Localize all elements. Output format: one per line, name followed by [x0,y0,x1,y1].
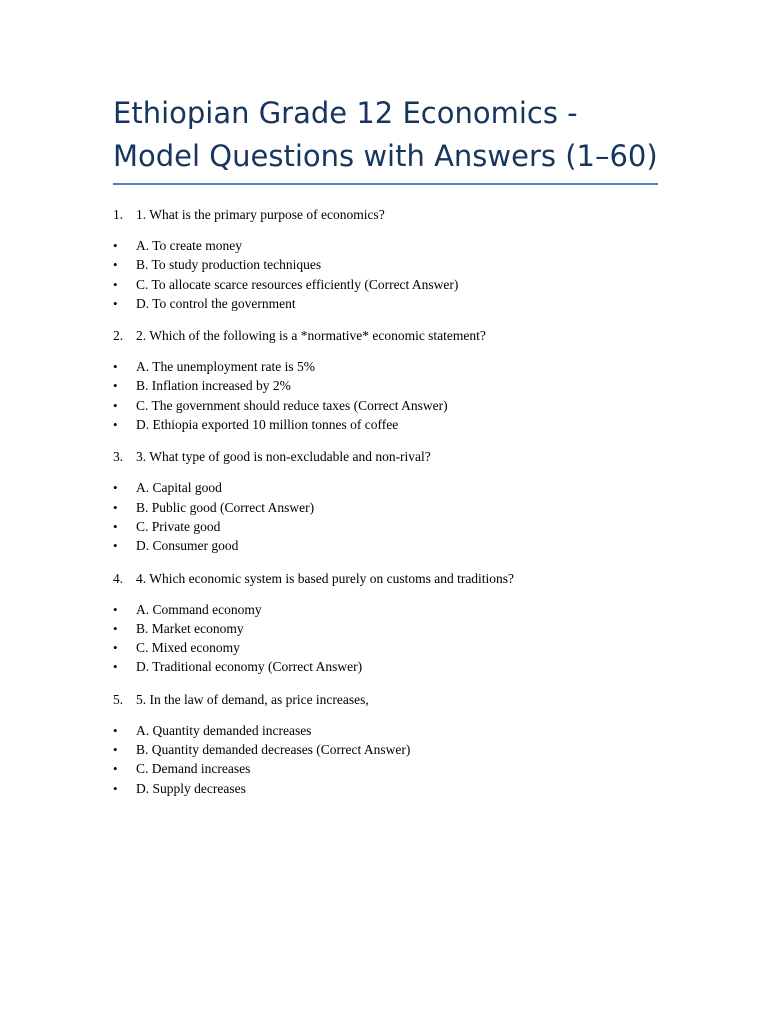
option-text: A. Quantity demanded increases [136,722,312,738]
question-text: 3. What type of good is non-excludable and non-rival? [136,449,431,465]
question-text-line [113,326,658,345]
option-text: C. Mixed economy [136,640,240,656]
option-item [113,376,658,395]
document-page [113,92,658,811]
bullet-icon: • [113,620,118,636]
question-block [113,569,658,677]
option-text: D. Ethiopia exported 10 million tonnes of coffee [136,417,399,433]
option-item [113,255,658,274]
option-item [113,600,658,619]
option-text: A. To create money [136,238,243,253]
bullet-icon: • [113,640,118,656]
option-list [113,721,658,798]
bullet-icon: • [113,601,118,617]
bullet-icon: • [113,761,118,777]
question-text: 4. Which economic system is based purely on customs and traditions? [136,570,515,586]
question-text-line [113,569,658,588]
bullet-icon: • [113,659,118,675]
bullet-icon: • [113,276,118,292]
option-text: C. Demand increases [136,761,251,777]
option-text: B. Quantity demanded decreases (Correct Answer) [136,742,411,758]
option-text: B. Public good (Correct Answer) [136,499,315,515]
bullet-icon: • [113,722,118,738]
question-text: 2. Which of the following is a *normative* economic statement? [136,328,486,344]
question-number: 3. [113,449,124,465]
option-text: B. Inflation increased by 2% [136,378,291,394]
bullet-icon: • [113,480,118,496]
bullet-icon: • [113,518,118,534]
question-number: 2. [113,328,124,344]
question-text: 5. In the law of demand, as price increases, [136,691,369,707]
question-number: 1. [113,207,124,222]
question-list [113,205,658,798]
option-text: D. Supply decreases [136,780,246,796]
question-block [113,690,658,798]
option-item [113,357,658,376]
question-block [113,326,658,434]
option-text: B. Market economy [136,620,244,636]
option-item [113,657,658,676]
question-text: 1. What is the primary purpose of economics? [136,207,385,222]
option-item [113,759,658,778]
question-block [113,447,658,555]
option-item [113,638,658,657]
option-text: D. Consumer good [136,538,239,554]
question-text-line [113,690,658,709]
option-item [113,779,658,798]
bullet-icon: • [113,780,118,796]
bullet-icon: • [113,397,118,413]
bullet-icon: • [113,538,118,554]
option-item [113,294,658,313]
option-list [113,357,658,434]
bullet-icon: • [113,742,118,758]
option-text: A. The unemployment rate is 5% [136,359,315,375]
option-item [113,517,658,536]
option-text: D. Traditional economy (Correct Answer) [136,659,363,675]
option-item [113,275,658,294]
question-number: 4. [113,570,124,586]
option-item [113,236,658,255]
question-number: 5. [113,691,124,707]
question-text-line [113,447,658,466]
option-item [113,740,658,759]
option-text: A. Command economy [136,601,262,617]
title-underline [113,183,658,185]
document-title: Ethiopian Grade 12 Economics - Model Questions with Answers (1–60) [113,96,658,173]
option-text: C. Private good [136,518,221,534]
option-text: C. The government should reduce taxes (Correct Answer) [136,397,448,413]
option-item [113,721,658,740]
bullet-icon: • [113,417,118,433]
option-list [113,236,658,313]
option-list [113,478,658,555]
bullet-icon: • [113,295,118,311]
option-item [113,396,658,415]
question-text-line [113,205,658,224]
bullet-icon: • [113,238,118,253]
bullet-icon: • [113,499,118,515]
option-text: C. To allocate scarce resources efficiently (Correct Answer) [136,276,459,292]
option-item [113,498,658,517]
option-item [113,619,658,638]
bullet-icon: • [113,378,118,394]
option-list [113,600,658,677]
bullet-icon: • [113,257,118,273]
option-item [113,415,658,434]
option-text: A. Capital good [136,480,222,496]
option-item [113,478,658,497]
bullet-icon: • [113,359,118,375]
question-block [113,205,658,313]
option-text: B. To study production techniques [136,257,322,273]
option-text: D. To control the government [136,295,296,311]
option-item [113,536,658,555]
